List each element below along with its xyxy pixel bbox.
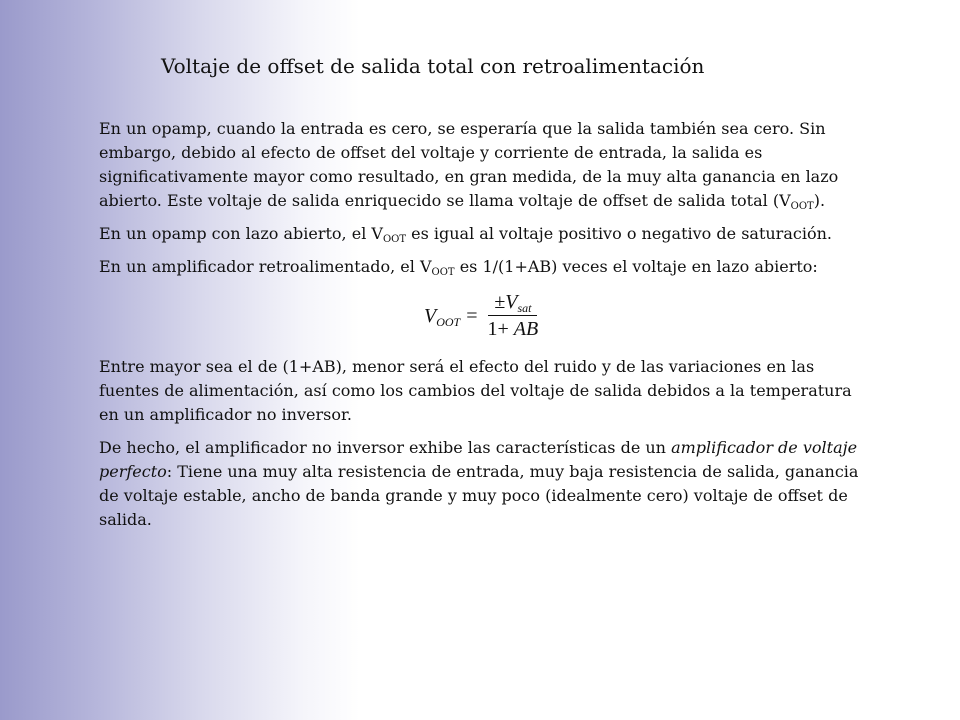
formula-denominator: 1+ AB [487,318,539,340]
paragraph-5: De hecho, el amplificador no inversor exhibe las características de un amplificador de voltaje perfecto: Tiene una muy alta resistencia de entrada, muy baja resistencia de salida, ganancia de voltaje estable, ancho de banda grande y muy poco (idealmente cero) voltaje de offset de salida. [99,438,859,529]
formula-fraction [482,290,545,341]
slide-title: Voltaje de offset de salida total con retroalimentación [161,54,705,78]
paragraph-2: En un opamp con lazo abierto, el $V_{OOT}$ es igual al voltaje positivo o negativo de saturación. [99,224,832,245]
body-text [99,117,869,541]
paragraph-1: En un opamp, cuando la entrada es cero, se esperaría que la salida también sea cero. Sin embargo, debido al efecto de offset del voltaje y corriente de entrada, la salida es significativamente mayor como resultado, en gran medida, de la muy alta ganancia en lazo abierto. Este voltaje de salida enriquecido se llama voltaje de offset de salida total $(V_{OOT})$. [99,119,839,212]
formula-lhs: $V_{OOT}$ [424,304,461,329]
paragraph-4: Entre mayor sea el de (1+AB), menor será el efecto del ruido y de las variaciones en las fuentes de alimentación, así como los cambios del voltaje de salida debidos a la temperatura en un amplificador no inversor. [99,357,852,424]
formula-numerator: $\pm V_{sat}$ [488,290,537,316]
paragraph-3: En un amplificador retroalimentado, el $V_{OOT}$ es 1/(1+AB) veces el voltaje en lazo abierto: [99,257,818,278]
formula-voot [99,288,869,346]
formula-equals: = [466,304,478,327]
